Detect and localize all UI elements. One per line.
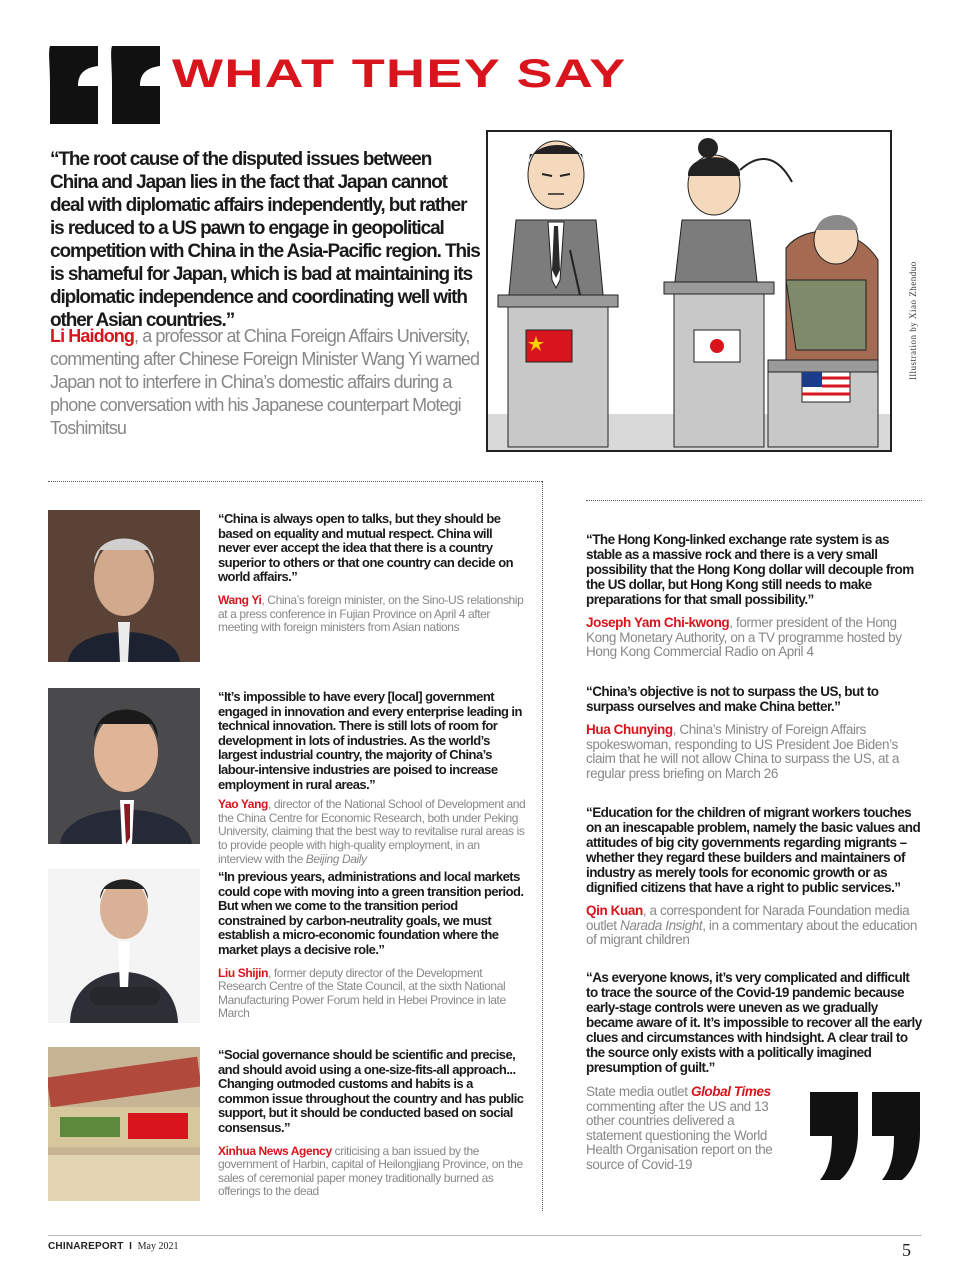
attribution-italic: Beijing Daily: [305, 851, 367, 866]
left-quote-1: [218, 512, 524, 635]
paper-money-photo: [48, 1047, 200, 1201]
quote-attribution: [218, 798, 526, 866]
left-quote-3: [218, 870, 524, 1021]
attribution-text: , former president of the Hong Kong Monetary Authority, on a TV programme hosted by Hong Kong Commercial Radio on April 4: [586, 615, 902, 660]
left-quote-2: [218, 690, 526, 866]
attribution-tail: , in a commentary about the education of migrant children: [586, 917, 918, 948]
yao-yang-photo: [48, 688, 200, 844]
quote-text: “Social governance should be scientific and precise, and should avoid using a one-size-fits-all approach... Changing outmoded customs and habits is a common issue throughout the country and has public support, but it should be conducted based on social consensus.”: [218, 1047, 524, 1135]
quote-text: “Education for the children of migrant workers touches on an inescapable problem, namely the basic values and attitudes of big city governments regarding migrants – whether they regard these builders and maintainers of industry as merely tools for economic growth or as dignified citizens that have a right to public services.”: [586, 805, 921, 895]
main-quote-text: “The root cause of the disputed issues between China and Japan lies in the fact that Japan cannot deal with diplomatic affairs independently, but rather is reduced to a US pawn to engage in geopolitical competition with China in the Asia-Pacific region. This is shameful for Japan, which is bad at maintaining its diplomatic independence and coordinating well with other Asian countries.”: [50, 149, 480, 331]
attribution-text: , China’s Ministry of Foreign Affairs spokeswoman, responding to US President Joe Biden’s claim that he will not allow China to surpass the US, at a regular press briefing on March 26: [586, 722, 899, 781]
attribution-text: , former deputy director of the Development Research Centre of the State Council, at the sixth National Manufacturing Power Forum held in Hebei Province in late March: [218, 965, 506, 1021]
speaker-name: Wang Yi: [218, 592, 262, 607]
attribution-text: , director of the National School of Development and the China Centre for Economic Research, both under Peking University, claiming that the best way to revitalise rural areas is to provide people with high-quality employment, in an interview with the: [218, 797, 526, 866]
quote-text: “In previous years, administrations and local markets could cope with moving into a green transition period. But when we come to the transition period constrained by carbon-neutrality goals, we must establish a micro-economic foundation where the market plays a decisive role.”: [218, 869, 524, 957]
speaker-name: Li Haidong: [50, 326, 134, 346]
attribution-italic: Narada Insight: [619, 917, 703, 933]
right-quote-3: [586, 805, 922, 948]
right-quote-1: [586, 532, 922, 660]
illustration-credit: Illustration by Xiao Zhenduo: [908, 261, 918, 380]
page-title: WHAT THEY SAY: [172, 52, 627, 96]
publication-name: CHINAREPORT: [48, 1241, 124, 1252]
right-quote-4: [586, 970, 922, 1075]
attribution-text: commenting after the US and 13 other countries delivered a statement questioning the World Health Organisation report on the source of Covid-19: [586, 1098, 773, 1172]
close-quote-icon: [806, 1092, 924, 1180]
main-quote-attribution: [50, 325, 480, 440]
issue-date: May 2021: [137, 1241, 179, 1252]
speaker-name: Yao Yang: [218, 797, 268, 812]
speaker-name: Hua Chunying: [586, 722, 673, 737]
quote-text: “China’s objective is not to surpass the US, but to surpass ourselves and make China better.”: [586, 684, 879, 714]
quote-text: “The Hong Kong-linked exchange rate system is as stable as a massive rock and there is a very small possibility that the Hong Kong dollar will decouple from the US dollar, but Hong Kong still needs to make preparations for that small possibility.”: [586, 532, 914, 607]
quote-text: “It’s impossible to have every [local] government engaged in innovation and every enterprise leading in technical innovation. There is still lots of room for development in lots of industries. As the world’s largest industrial country, the majority of China’s labour-intensive industries are poised to increase employment in rural areas.”: [218, 689, 522, 792]
attribution-text: , China’s foreign minister, on the Sino-US relationship at a press conference in Fujian Province on April 4 after meeting with foreign ministers from Asian nations: [218, 592, 524, 635]
right-quote-2: [586, 684, 922, 781]
speaker-name: Qin Kuan: [586, 903, 643, 918]
attribution-prefix: State media outlet: [586, 1084, 691, 1099]
cartoon-illustration: [486, 130, 892, 452]
attribution-text: , a correspondent for Narada Foundation media outlet: [586, 903, 910, 933]
left-column-top-divider: [48, 481, 542, 482]
attribution-text: , a professor at China Foreign Affairs University, commenting after Chinese Foreign Minister Wang Yi warned Japan not to interfere in China’s domestic affairs during a phone conversation with his Japanese counterpart Motegi Toshimitsu: [50, 326, 480, 438]
footer-publication: [48, 1241, 179, 1252]
wang-yi-photo: [48, 510, 200, 662]
left-quote-4: [218, 1048, 524, 1199]
quote-attribution: [586, 616, 922, 660]
footer-divider: [48, 1235, 922, 1236]
right-quote-4-attribution: [586, 1085, 790, 1173]
quote-attribution: [586, 904, 922, 948]
quote-attribution: [218, 967, 524, 1021]
footer-separator: I: [129, 1241, 133, 1252]
speaker-name: Global Times: [690, 1084, 771, 1099]
speaker-name: Xinhua News Agency: [218, 1143, 332, 1158]
quote-attribution: [586, 723, 922, 781]
attribution-text: criticising a ban issued by the government of Harbin, capital of Heilongjiang Province, on the sales of ceremonial paper money traditionally burned as offerings to the dead: [218, 1143, 523, 1199]
open-quote-icon: [48, 40, 166, 124]
quote-attribution: [218, 594, 524, 635]
speaker-name: Liu Shijin: [218, 965, 268, 980]
quote-attribution: [218, 1145, 524, 1199]
left-column-right-divider: [542, 481, 543, 1211]
right-column-top-divider: [586, 500, 922, 501]
quote-text: “As everyone knows, it’s very complicated and difficult to trace the source of the Covid-19 pandemic because early-stage controls were uneven as we gradually became aware of it. It’s impossible to recover all the early clues and circumstances with hindsight. A clear trail to the source only exists with a politically imagined presumption of guilt.”: [586, 970, 922, 1075]
quote-text: “China is always open to talks, but they should be based on equality and mutual respect. China will never ever accept the idea that there is a country superior to others or that one country can decide on world affairs.”: [218, 511, 513, 585]
liu-shijin-photo: [48, 869, 200, 1023]
page-number: 5: [902, 1240, 911, 1260]
speaker-name: Joseph Yam Chi-kwong: [586, 615, 730, 630]
